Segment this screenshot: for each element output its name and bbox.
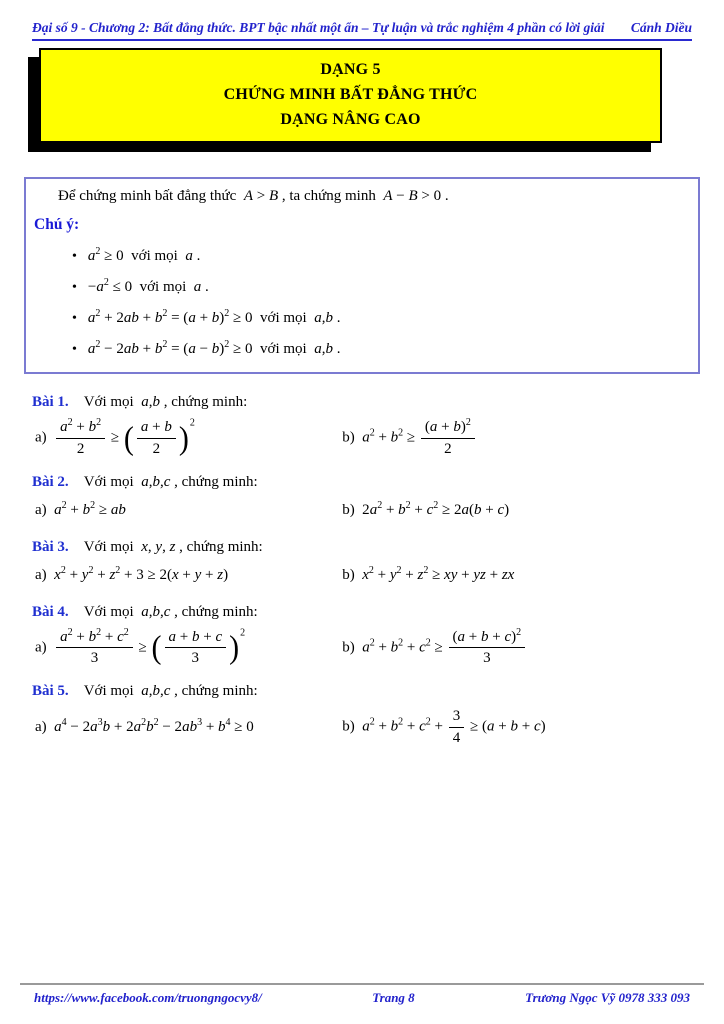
problem-intro: Với mọi a,b,c , chứng minh: [83, 473, 258, 490]
problem-heading [32, 604, 692, 621]
problem-bai-3 [32, 539, 692, 589]
problem-intro: Với mọi a,b , chứng minh: [83, 394, 248, 410]
problem-intro: Với mọi a,b,c , chứng minh: [83, 683, 258, 699]
note-bullet: • $a^2 - 2ab + b^2 = (a - b)^2 \ge 0$ với mọi a,b . [72, 341, 688, 358]
problem-part-a: a) $x^2 + y^2 + z^2 + 3 \ge 2(x + y + z)$ [35, 565, 229, 583]
note-bullet: • $a^2 \ge 0$ với mọi a . [72, 248, 688, 265]
problem-part-a: a) $a^4 - 2a^3b + 2a^2b^2 - 2ab^3 + b^4 \ge 0$ [35, 716, 254, 735]
note-label: Chú ý: [34, 216, 80, 233]
footer-page-number: Trang 8 [372, 990, 415, 1005]
problem-part-b: b) $a^2 + b^2 + c^2$ ≥ $\frac{(a + b + c)^2}{3}$ [342, 628, 692, 669]
problem-bai-5 [32, 683, 692, 748]
header-title: Đại số 9 - Chương 2: Bất đẳng thức. BPT bậc nhất một ẩn – Tự luận và trắc nghiệm 4 phần có lời giải [32, 20, 605, 35]
banner-title: CHỨNG MINH BẤT ĐẲNG THỨC [223, 86, 478, 103]
problem-list [32, 394, 692, 748]
page-header [32, 20, 692, 41]
footer-facebook-link[interactable]: https://www.facebook.com/truongngocvy8/ [34, 990, 262, 1005]
note-intro: Để chứng minh bất đẳng thức A > B , ta chứng minh A − B > 0 . [58, 188, 449, 204]
banner-subtitle: DẠNG NÂNG CAO [280, 111, 421, 128]
problem-part-b: b) $a^2 + b^2 + c^2$ + $\frac{3}{4}$ ≥ (a + b + c) [342, 708, 546, 746]
problem-heading [32, 394, 692, 411]
problem-bai-4 [32, 604, 692, 669]
problem-part-b: b) $x^2 + y^2 + z^2$ ≥ xy + yz + zx [342, 565, 515, 583]
problem-heading [32, 539, 692, 556]
problem-intro: Với mọi x, y, z , chứng minh: [83, 538, 263, 555]
problem-bai-2 [32, 474, 692, 524]
problem-part-a: a) $a^2 + b^2$ ≥ ab [35, 500, 126, 518]
problem-label: Bài 5. [32, 683, 69, 699]
note-bullet: • $-a^2 \le 0$ với mọi a . [72, 279, 688, 296]
problem-parts [32, 563, 692, 589]
note-bullet-list [72, 248, 688, 358]
problem-label: Bài 4. [32, 603, 69, 620]
note-box [24, 177, 700, 374]
problem-part-b: b) $2a^2 + b^2 + c^2 \ge 2a(b + c)$ [342, 500, 510, 518]
note-bullet: • $a^2 + 2ab + b^2 = (a + b)^2 \ge 0$ với mọi a,b . [72, 310, 688, 327]
problem-label: Bài 1. [32, 394, 69, 410]
problem-heading [32, 683, 692, 700]
problem-heading [32, 474, 692, 491]
problem-label: Bài 3. [32, 538, 69, 555]
problem-parts [32, 707, 692, 748]
page-footer [20, 983, 704, 1006]
problem-bai-1 [32, 394, 692, 459]
banner-dang-number: DẠNG 5 [320, 61, 381, 78]
section-banner [39, 48, 662, 143]
problem-parts [32, 628, 692, 669]
problem-parts [32, 498, 692, 524]
problem-intro: Với mọi a,b,c , chứng minh: [83, 603, 258, 620]
problem-parts [32, 418, 692, 459]
problem-part-a: a) $\frac{a^2 + b^2}{2}$ ≥ ( $\frac{a + b}{2}$ )$^2$ [35, 417, 195, 457]
header-book-name: Cánh Diều [630, 20, 692, 35]
footer-author-contact: Trương Ngọc Vỹ 0978 333 093 [525, 990, 690, 1005]
problem-part-b: b) $a^2 + b^2$ ≥ $\frac{(a + b)^2}{2}$ [342, 418, 692, 459]
problem-part-a: a) $\frac{a^2 + b^2 + c^2}{3}$ ≥ ( $\frac{a + b + c}{3}$ )$^2$ [35, 626, 246, 667]
problem-label: Bài 2. [32, 473, 69, 490]
